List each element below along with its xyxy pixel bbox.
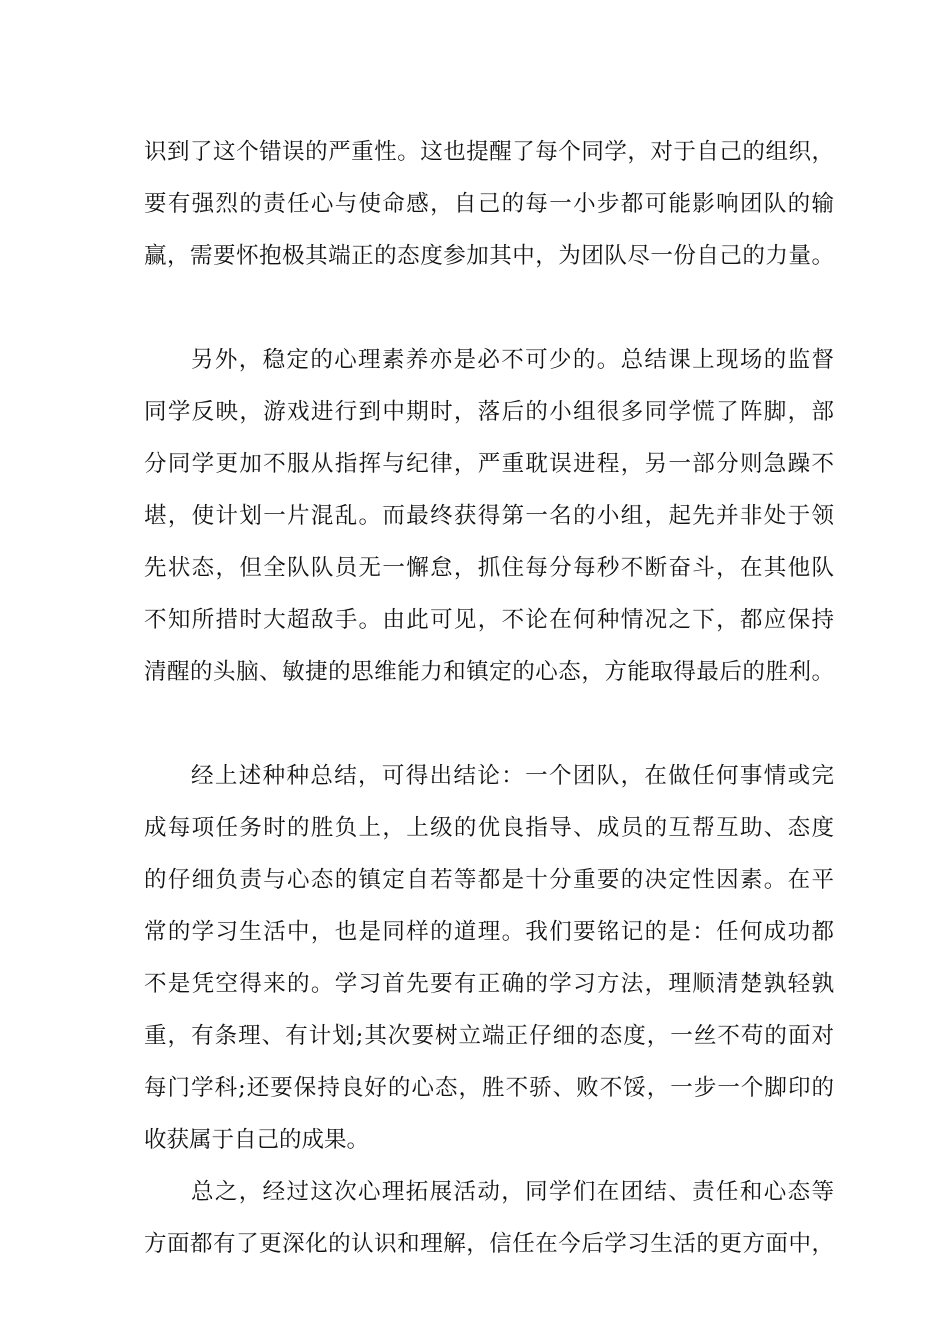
- text-line: 经上述种种总结，可得出结论：一个团队，在做任何事情或完: [191, 763, 834, 789]
- text-line: 另外，稳定的心理素养亦是必不可少的。总结课上现场的监督: [191, 347, 834, 373]
- text-line: 方面都有了更深化的认识和理解，信任在今后学习生活的更方面中，: [144, 1231, 834, 1257]
- text-line: 清醒的头脑、敏捷的思维能力和镇定的心态，方能取得最后的胜利。: [144, 659, 834, 685]
- text-line: 先状态，但全队队员无一懈怠，抓住每分每秒不断奋斗，在其他队: [144, 555, 834, 581]
- text-line: 分同学更加不服从指挥与纪律，严重耽误进程，另一部分则急躁不: [144, 451, 834, 477]
- paragraph-gap: [144, 698, 834, 750]
- paragraph-gap: [144, 282, 834, 334]
- text-line: 总之，经过这次心理拓展活动，同学们在团结、责任和心态等: [191, 1179, 834, 1205]
- text-line: 堪，使计划一片混乱。而最终获得第一名的小组，起先并非处于领: [144, 503, 834, 529]
- text-line: 同学反映，游戏进行到中期时，落后的小组很多同学慌了阵脚，部: [144, 399, 834, 425]
- text-line: 不知所措时大超敌手。由此可见，不论在何种情况之下，都应保持: [144, 607, 834, 633]
- paragraph-3: [144, 750, 834, 1166]
- paragraph-4: [144, 1166, 834, 1270]
- paragraph-1: [144, 126, 834, 282]
- text-line: 收获属于自己的成果。: [144, 1127, 370, 1153]
- text-line: 成每项任务时的胜负上，上级的优良指导、成员的互帮互助、态度: [144, 815, 834, 841]
- text-line: 不是凭空得来的。学习首先要有正确的学习方法，理顺清楚孰轻孰: [144, 971, 834, 997]
- document-body: [144, 126, 834, 1270]
- text-line: 每门学科;还要保持良好的心态，胜不骄、败不馁，一步一个脚印的: [144, 1075, 834, 1101]
- paragraph-2: [144, 334, 834, 698]
- text-line: 重，有条理、有计划;其次要树立端正仔细的态度，一丝不苟的面对: [144, 1023, 834, 1049]
- text-line: 识到了这个错误的严重性。这也提醒了每个同学，对于自己的组织，: [144, 139, 834, 165]
- text-line: 要有强烈的责任心与使命感，自己的每一小步都可能影响团队的输: [144, 191, 834, 217]
- text-line: 赢，需要怀抱极其端正的态度参加其中，为团队尽一份自己的力量。: [144, 243, 834, 269]
- text-line: 常的学习生活中，也是同样的道理。我们要铭记的是：任何成功都: [144, 919, 834, 945]
- text-line: 的仔细负责与心态的镇定自若等都是十分重要的决定性因素。在平: [144, 867, 834, 893]
